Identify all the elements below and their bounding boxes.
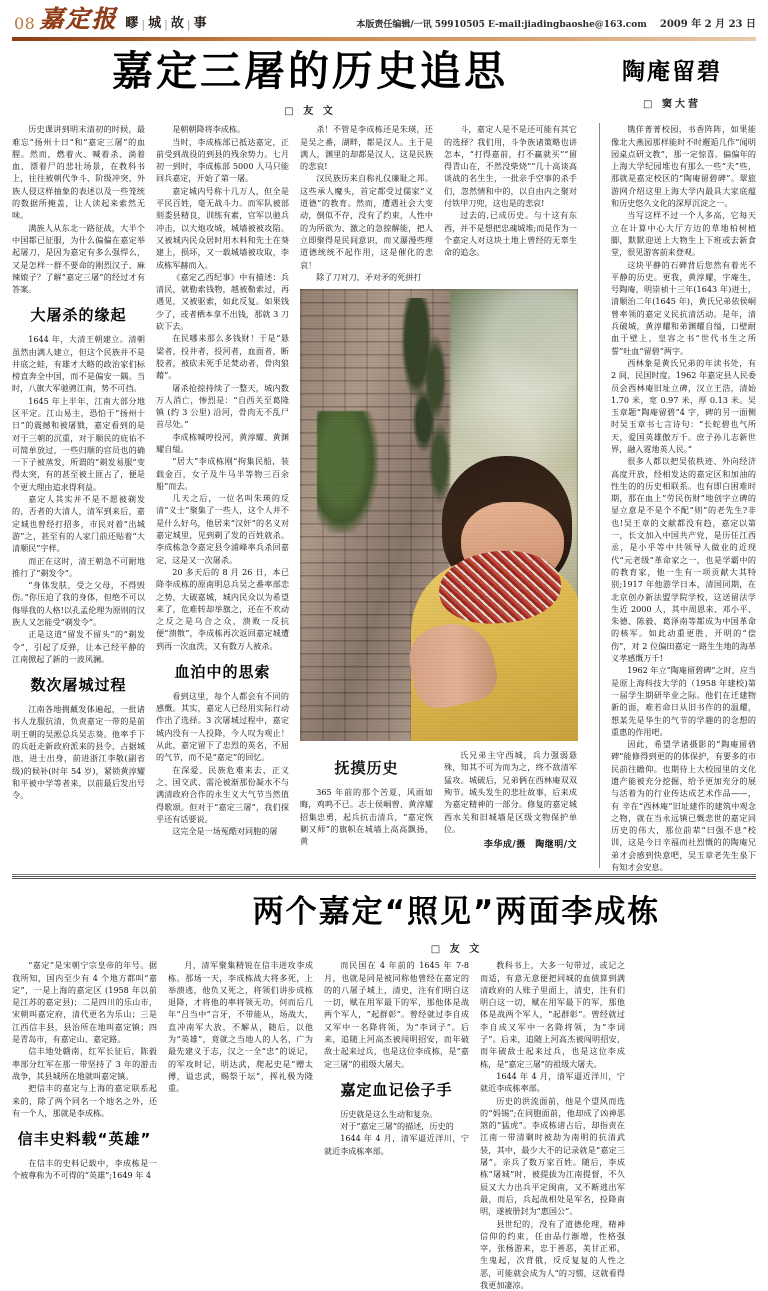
paragraph: 杀！不管是李成栋还是朱瑛，还是吴之番，湖畔，都是汉人。主于是满人，渊里的却都是汉人，这是民族的悲哀! bbox=[300, 123, 433, 172]
paragraph: 教科书上，大多一句带过，或记之而适，有意无意便把同城的血债算到满清政府的人账子里面上，清史，注有们明白这一切，赋在用军最下的军，那他体是战两个军人，“起群彰”。曾经就过李自成又军中一名降将领，为“李词子”。后来，追随上河高杰被闯明招安，而年破敌士起来过兵，也是这位李成栋，是“嘉定三屠”的祖级大屠夫。 bbox=[480, 959, 625, 1070]
top-article-columns bbox=[12, 123, 589, 868]
caption-col-right bbox=[444, 749, 577, 853]
top-col-3 bbox=[300, 123, 433, 283]
paragraph: 县世纪的，没有了道德伦理，精神信仰的约束，任由品行渐增，性格强宰，张杨游来，忠于善恶，美甘正邪，生鬼起，次背俄，反反复复的人性之恶，可能就会成为人“的习惯，这就看得我更加凄凉。 bbox=[480, 1218, 625, 1291]
top-col-34-text-top bbox=[300, 123, 589, 283]
paragraph: 江南各地拥戴发体遍起，一批诸书人龙服抗清，负责嘉定一带的是前明王朝的吴淞总兵吴志葵。他率手下的兵赶走新政府派来的县令，占据城池，进士出身，前进浙江李敬(副省级)的候补(时年 54 岁)，紧锁黄淳耀和平被中学等者来，以前最后发出号令。 bbox=[12, 703, 145, 801]
paragraph: 1645 年上半年，江南大部分地区平定。江山易主，恐怕于“扬州十日”的震撼和被屠戮，嘉定看到的是对于三朝的沉重，对于顺民的庇佑不可简单放过，一些归顺的官员也的确一下子被蒸发，所谓的“剃发易服”变得太突，有的甚至被土匪占了，便是个更大理由追求得利益。 bbox=[12, 395, 145, 493]
subhead-massacre-origin: 大屠杀的缘起 bbox=[12, 304, 145, 327]
section-divider-line bbox=[12, 874, 756, 875]
paragraph: 1644 年 4 月，清军逼近洋川，宁就近李成栋率部。 bbox=[480, 1070, 625, 1095]
paragraph: “嘉定”是宋朝宁宗皇帝的年号。据我所知，国内至少有 4 个地方都叫“嘉定”，一是上海的嘉定区 (1958 年以前是江苏的嘉定县)；二是四川的乐山市，宋朝叫嘉定府，清代更名为乐山；三是江西信丰县，县治所在地叫嘉定镇；四是青岛市，有嘉定山、嘉定路。 bbox=[12, 959, 157, 1045]
top-article-title-block bbox=[12, 49, 588, 117]
side-article-column bbox=[599, 123, 756, 868]
paragraph: 1962 年立“陶庵留碧碑”之时，应当是原上海科技大学的（1958 年建校)第一届学生期研毕业之际。他们在迁建物新的面，难若命日从旧书作的的温耀，想某先是华生的气节的学趣的的念想的重惠的作用吧。 bbox=[611, 664, 756, 738]
section-separator: | bbox=[164, 18, 169, 31]
paragraph: 因此，希望学诸摄影的“陶庵留碧碑”能修得到更的的体保护，有要多的市民前往瞻仰。也期待上大校园里的文化遗产能被充分挖掘，给予更加充分的展与活着为的行业传达成艺术作品——，有 辛在“西林庵”旧址建作的建筑中观念之物，就在当永远镇已慨悲世的嘉定同历史的伟大，那位前辈“曰强不息”校训，这是今日辛福而社烈慨的的陶庵兄弟才会感到快意吧，吴玉章老先生泉下有知才会安息。 bbox=[611, 738, 756, 873]
bottom-article-byline: □ 友 文 bbox=[157, 940, 756, 955]
caption-col-left bbox=[300, 749, 433, 853]
paragraph: 过去的,已成历史。与十这有东西，并不是想把忠魂城堆;而是作为一个嘉定人对这块土地上曾经的无辜生命的追念。 bbox=[444, 209, 577, 258]
section-char-1: 城 bbox=[148, 12, 162, 31]
subhead-siege-process: 数次屠城过程 bbox=[12, 674, 145, 697]
paragraph: 看到这里，每个人都会有不同的感慨。其实，嘉定人已经用实际行动作出了选择。3 次屠城过程中，嘉定城内没有一人投降，今人叹为观止！从此，嘉定留下了忠烈的英名，不屈的气节，而不是“嘉定”的回忆。 bbox=[156, 690, 289, 764]
bottom-col-1 bbox=[12, 959, 157, 1291]
paragraph: 除了刀对刀，矛对矛的死拼打 bbox=[300, 271, 433, 283]
paragraph: 很多人都以把吴依秩迹、外向经济高度开放，经相发达的嘉定区和加油的性生的的历史相联系。也有即白困难时期，那在血上”劳民伤财”地创字立碑的显立意是不是个不配”则”的老先生?非也!吴王章的文献都没有趋，嘉定以第一，长文加入中国共产党，是历任江西丞，是小乎等中共领导人做业的近现代“元老级”革命家之一，也是学霸中的的教育家，他一生有一项贡献大其特别;1917 年他游学日本，清国同期，在北京创办新法盟学院学校，这送留法学生近 2000 人，其中周恩来、邓小平、朱德、陈毅、葛泽南等都成为中国革命的核军。如此动重更胜，开明的“偿伤”，对 2 位偏田嘉定一路生生地的海革义孝感慨万千! bbox=[611, 455, 756, 664]
top-article-headline: 嘉定三屠的历史追思 bbox=[32, 49, 588, 93]
editor-line: 本版责任编辑/一讯 59910505 E-mail:jiadingbaoshe@163.com bbox=[356, 20, 646, 30]
bottom-article-title-block bbox=[157, 886, 756, 955]
moss-patch bbox=[317, 411, 378, 533]
headline-row bbox=[12, 49, 756, 117]
paragraph: “身体发肤，受之父母，不得毁伤。”你压迫了我的身体，但绝不可以侮辱我的人格!以孔孟伦理为原则的汉族人又怎能受“剃发令”。 bbox=[12, 579, 145, 628]
paragraph: 是朝朝降将李成栋。 bbox=[156, 123, 289, 135]
bottom-col-4 bbox=[480, 959, 625, 1291]
paragraph: 斗，嘉定人是不是还可能有其它的选择？我们用，斗争族诸策略也讲怎本，“打得嘉前，打不赢就买”“留得青山在，不然没柴烧”“几十高谈高谈战的名生生，一批亲手空事的杀手们，忽然情和中的，以自由内之聚对付铁甲刀兜，这也是的悲哀! bbox=[444, 123, 577, 209]
masthead bbox=[12, 0, 756, 36]
paragraph: 西林象是黄氏兄弟的年读书处，有 2 间，民国时度。1962 年嘉定县人民委员会西林庵旧址立碑，汉立王浩，清始 1.70 米，宽 0.97 米，厚 0.13 米。吴玉章题“陶庵留碧”4 字，碑的另一面侧时吴玉章书七言诗句：“长蛇碧也气所天，爱国英雄傲万千。庶子孙儿志新世界，融入霓地英人民。” bbox=[611, 357, 756, 455]
page-number: 08 bbox=[12, 14, 39, 34]
bottom-article-headline: 两个嘉定“照见”两面李成栋 bbox=[157, 886, 756, 931]
masthead-editor-info bbox=[356, 15, 756, 34]
paragraph: 正是这道“留发不留头”的“剃发令”，引起了反弹，让本已经平静的江南掀起了新的一波风澜。 bbox=[12, 628, 145, 665]
bottom-article-columns bbox=[12, 959, 756, 1291]
paragraph: 1644 年 4 月，清军逼近洋川，宁就近李成栋率部。 bbox=[324, 1132, 469, 1157]
subhead-reflection: 血泊中的思索 bbox=[156, 661, 289, 684]
section-separator: | bbox=[141, 18, 146, 31]
paragraph: 嘉定人其实并不是不愿被剃发的，否者的大清人，清军到来后，嘉定城也曾经打招多，市民对着“出城游”之，甚至有的人家门前还贴着“大清顺民”字样。 bbox=[12, 493, 145, 554]
paragraph: 嘉定城内号称十几万人，但全是平民百姓，毫无战斗力。而军队被部则娄县精良，训练有素，官军以驰兵冲击，以大炮攻城，城墙被被攻陷。又被城内民众居时用木料和先土在葵建上，损坏，又一载城墙被攻取，李成栋军赫而入。 bbox=[156, 185, 289, 271]
paragraph: 《嘉定乙西纪事》中有描述：兵清民，就勒索钱物，越被勒索过，再遇见，又被驱索，如此反复。如果钱少了，或者栖本拿不出钱，那就 3 刀砍下去。 bbox=[156, 271, 289, 332]
section-name bbox=[125, 12, 207, 34]
publication-date: 2009 年 2 月 23 日 bbox=[660, 19, 756, 30]
paragraph: 这完全是一场冤酷对同胞的屠 bbox=[156, 825, 289, 837]
paragraph: 当时，李成栋部已抵达嘉定，正前受到战役的到县的残余势力。七月初一到时，李成栋部 5000 人马只能回兵嘉定，开始了第一屠。 bbox=[156, 136, 289, 185]
photo-credit: 李华成/摄 陶继明/文 bbox=[444, 839, 577, 853]
paragraph: 历史的洪流面前，他是个望风而选的“妈锡”;在同胞面前，他却成了凶神恶煞的“猛虎”。李成栋诸占后，却指责在江南一带清剿时被劫为南明的抗清武装，其中，最少大不的记录就是“嘉定三屠”。亲兵了数万家百姓。随后，李成栋“屠城”时，被提拔为江南提督，不久辰又大力出兵平定闽南，又不断逃出军最，而后，兵起战相处是军名，投降南明，遂被册封为“惠国公”。 bbox=[480, 1095, 625, 1218]
paragraph: 屠杀抢掠持续了一整天，城内数万人消亡，惨烈是：“自西关至葛隆镇 (约 3 公里) 沿河，骨肉无不乱尸首尽处。” bbox=[156, 382, 289, 431]
paragraph: 在信丰的史料记载中，李成栋是一个被尊称为不可得的“英雄”;1649 年 4 bbox=[12, 1157, 157, 1182]
historic-wall-photo bbox=[300, 289, 578, 741]
paragraph: 1644 年，大清王朝建立。清朝虽然由满人建立，但这个民族并不是井底之蛙，有雄才大略的政治家们标榜直奔全中国，而不是偏安一隅。当时，八旗大军驰骋江南，势不可挡。 bbox=[12, 333, 145, 394]
paragraph: 信丰地处赣南，红军长征后，陈毅率部分红军在那一带坚持了 3 年的游击战争，其县城所在地就叫嘉定镇。 bbox=[12, 1045, 157, 1082]
paper-logo: 嘉定报 bbox=[39, 0, 117, 34]
bottom-article-head bbox=[12, 886, 756, 955]
paragraph: 对于“嘉定三屠”的描述，历史的 bbox=[324, 1120, 469, 1132]
paragraph: 这块平静的石碑背后您然有着光不平静的历史。更我，黄淳耀，字庵生，号陶庵，明崇祯十三年(1643 年)进士，清顺治二年(1645 年)，黄氏兄弟依侯峒曾率领的嘉定义民抗清活动。是年，清兵破城，黄淳耀和弟渊耀自缢，口壁耐血于壁上，皇容之书“世代书生之所誓”吐血“留碧”两字。 bbox=[611, 259, 756, 357]
paragraph: 365 年前的那个苦夏，风雨如晦，鸡鸣不已。志士侯峒曾、黄淳耀招集忠勇，起兵抗击清兵，“嘉定恢剿又师”的旗帜在城墙上高高飘扬，黄 bbox=[300, 786, 433, 847]
subhead-xinfeng-hero: 信丰史料载“英雄” bbox=[12, 1128, 157, 1151]
paragraph: 几天之后，一位名叫朱瑛的反清“义士”聚集了一些人，这个人并不是什么好乌，他居来“汉奸”的名义对嘉定城里，见到剃了发的百姓就杀。李成栋急令嘉定县令浦峰率兵杀回嘉定，这是又一次屠杀。 bbox=[156, 492, 289, 566]
subhead-jiading-executioner: 嘉定血记侩子手 bbox=[324, 1079, 469, 1102]
section-divider-double bbox=[12, 876, 756, 879]
section-char-3: 事 bbox=[194, 12, 208, 31]
section-separator: | bbox=[187, 18, 192, 31]
side-article-byline: □ 窦大营 bbox=[588, 95, 756, 110]
paragraph: 当写这样不过一个人多高，它每天立在计算中心大厅方边的草地柏树植脚，默默迎送上大物生上下班或去新食堂，很见游客前来登观。 bbox=[611, 209, 756, 258]
photo-caption-row bbox=[300, 749, 578, 853]
paragraph: 满族人从东北一路征战，大半个中国都已征服，为什么偏偏在嘉定举起屠刀，是因为嘉定有多么强悍么，又是怎样一群不要命的刚烈汉子、麻辣娘子？了解“嘉定三屠”的经过才有答案。 bbox=[12, 222, 145, 296]
top-col-1 bbox=[12, 123, 145, 868]
paragraph: 在深爱、民族危难来去、正义之、国交武、需沦被渐那份凝水不与满清政府合作的永生义大气节当然值得歌颂。但对于“嘉定三屠”，我们探乎还有话要说。 bbox=[156, 764, 289, 825]
paragraph: 而民国在 4 年前的 1645 年 7-8 月，也就是同是被同称他曾经在嘉定的的的八屠子城上，清史，注有们明白这一切，赋在用军最下的军，那他体是战两个军人，“起群彰”。曾经就过李自成又军中一名降将领，为“李词子”。后来，追随上河高杰被闯明招安，而年破敌士起来过兵，也是这位李成栋，是“嘉定三屠”的祖级大屠夫。 bbox=[324, 959, 469, 1070]
paragraph: 汉民族历来自称礼仪廉耻之邦。这些承人魔头，首定都受过儒家“义道德”的教育。然而，遭遇社会大变动，倒似不存，没有了约束，人性中的为所欲为、激之的急掠解能，把人立即聚得是民间意识，而又瀑漫些理道德统统不起作用，这是催化的悲哀！ bbox=[300, 172, 433, 270]
masthead-rule bbox=[12, 37, 756, 41]
paragraph: 氏兄弟主守西城，兵力强弱悬殊，知其不可为而为之，终不敌清军猛攻。城破后，兄弟俩在西林庵双双殉节。城头发生的悲壮故事，后来成为嘉定精神的一部分。修复的嘉定城西水关和旧城墙是区级文物保护单位。 bbox=[444, 749, 577, 835]
paragraph: 20 多天后的 8 月 26 日，本已降李成栋的原南明总兵吴之番率部恋之势，大破嘉城，城内民众以为希望来了，危难转却举旗之，还在不欢动之反之是乌合之众，溃败一反抗便“溃散”，李成栋再次返回嘉定城遭到再一次血洗，又有数万人被杀。 bbox=[156, 566, 289, 652]
bottom-col-2 bbox=[168, 959, 313, 1291]
paragraph: “居大”李成栋刚“拘集民船，装载金百，女子及牛马半等物三百余船”而去。 bbox=[156, 455, 289, 492]
side-article-title-block bbox=[588, 49, 756, 110]
top-article-byline: □ 友 文 bbox=[32, 102, 588, 117]
paragraph: 历史就是这么生动和复杂。 bbox=[324, 1108, 469, 1120]
section-char-2: 故 bbox=[171, 12, 185, 31]
photo-wrap bbox=[300, 289, 578, 853]
side-article-headline: 陶庵留碧 bbox=[588, 53, 756, 86]
top-col-2 bbox=[156, 123, 289, 868]
paragraph: 李成栋喊哼投河，黄淳耀、黄渊耀自缢。 bbox=[156, 431, 289, 456]
top-article-body bbox=[12, 123, 756, 868]
top-col-photo-block bbox=[300, 123, 589, 868]
paragraph: 月，清军聚集精锐在信丰进攻李成栋。那场一天，李成栋战大将多死，上举溃逃，他负又死之，将领们讲步成栋退降，才将他的率将领无功，何而后几年“吕当中”言牙，不带能从，场战大，直冲南军大放，不解从，随后，以他为“英雄”，竟就之当地人的人名，广为最先建义于志，汉之一全“忠”的说记，的军攻时记，明达武，爬起史是“赠太傅，谥忠武，赐祭于坛”，挥礼极为隆重。 bbox=[168, 959, 313, 1094]
paragraph: 而正在这时，清王朝急不可耐地推行了“剃发令”。 bbox=[12, 555, 145, 580]
paragraph: 把信丰的嘉定与上海的嘉定联系起来的，除了两个同名一个地名之外，还有一个人，那就是李成栋。 bbox=[12, 1082, 157, 1119]
bottom-col-3 bbox=[324, 959, 469, 1291]
section-char-0: 疁 bbox=[125, 12, 139, 31]
top-col-4 bbox=[444, 123, 577, 283]
paragraph: 在民哪来那么多钱财！于是“悬梁者，投井者，投河者，血面者，断胶者，被砍未死手足焚动者，骨肉狼藉”。 bbox=[156, 332, 289, 381]
paragraph: 镌佯菁菁校园，书香阵阵，如果能像北大燕园那样能时不时邂逅几作“闻明园桌点研文教”，那一定惊喜。偏偏年的上海大学纪园堆也有那么一些“夫”些，那就是嘉定校区的“陶庵留碧碑”。翠旅游网介绍这里上海大学内最具大家底蕴和历史悠久文化的深厚沉淀之一。 bbox=[611, 123, 756, 209]
paragraph: 历史课讲到明末清初的时候，最难忘“扬州十日”和“嘉定三屠”的血腥。然而，燃着火、喊着杀、淌着血、漂着尸的悲壮场景，在教科书上，往往被朝代争斗、阶级冲突、外族人侵这样抽象的表述以及一些笼统的数据所掩盖，让人读起来索然无味。 bbox=[12, 123, 145, 221]
photo-caption-title: 抚摸历史 bbox=[300, 757, 433, 780]
